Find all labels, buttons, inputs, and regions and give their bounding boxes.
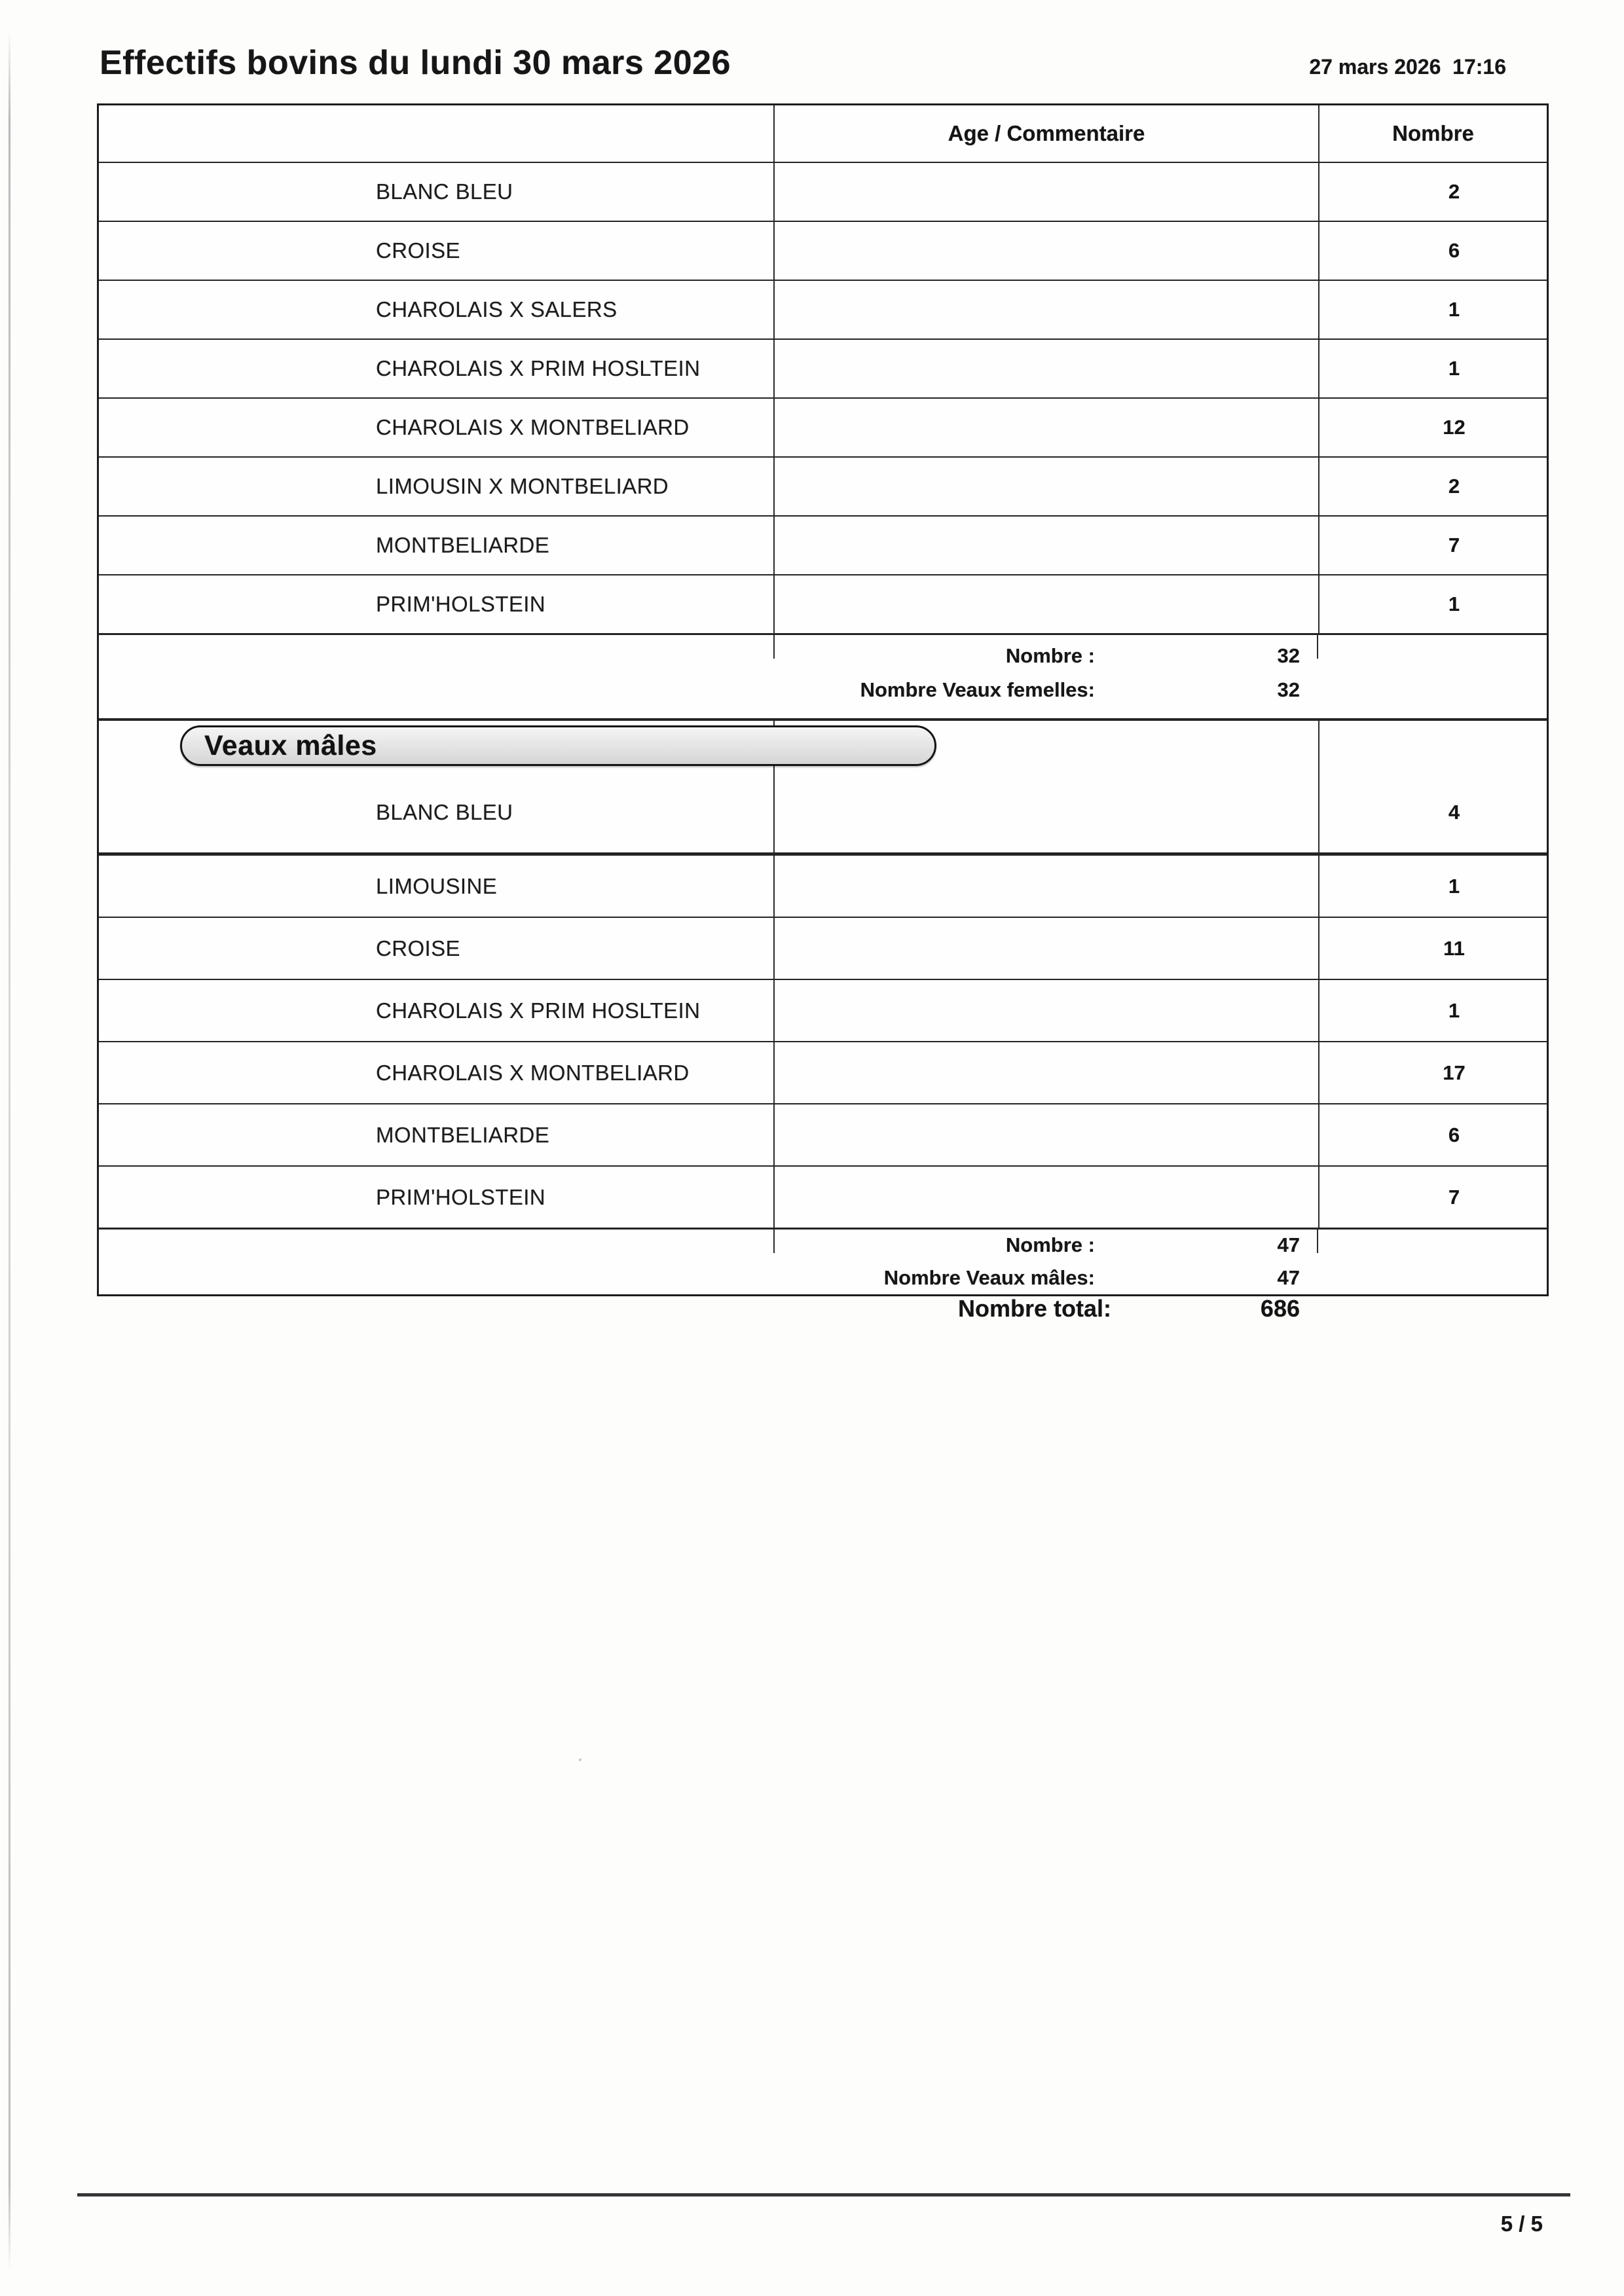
breed-cell: CHAROLAIS X PRIM HOSLTEIN [376,998,701,1023]
age-comment-cell [775,856,1320,917]
table-row [99,163,1547,222]
age-comment-cell [775,980,1320,1041]
grand-total-line [0,1295,1624,1325]
count-cell: 1 [1448,357,1460,380]
breed-cell: MONTBELIARDE [376,533,550,557]
table-row [99,1104,1547,1167]
summary-label: Nombre : [1005,644,1095,667]
header-cell-breed [99,105,775,162]
scan-speck [579,1758,581,1761]
age-comment-cell [775,281,1320,338]
age-comment-cell [775,517,1320,574]
grand-total-label: Nombre total: [958,1295,1111,1322]
breed-cell: LIMOUSIN X MONTBELIARD [376,474,669,498]
summary-value: 32 [1277,678,1300,701]
table-row [99,281,1547,340]
table-row [99,340,1547,399]
summary-label: Nombre : [1005,1233,1095,1256]
count-cell: 2 [1448,475,1460,498]
count-cell: 1 [1448,298,1460,321]
section-title: Veaux mâles [204,729,377,761]
breed-cell: CHAROLAIS X MONTBELIARD [376,1060,690,1085]
page-number: 5 / 5 [1500,2212,1543,2236]
header-cell-count [1320,105,1547,162]
breed-cell: CROISE [376,238,460,263]
summary-label: Nombre Veaux femelles: [860,678,1095,701]
summary-value: 47 [1277,1266,1300,1289]
age-comment-cell [775,918,1320,979]
count-cell: 12 [1443,416,1466,439]
table-row [99,399,1547,458]
table-row [99,517,1547,575]
breed-cell: PRIM'HOLSTEIN [376,1184,546,1209]
age-comment-cell [775,1167,1320,1228]
count-cell: 4 [1448,800,1460,824]
section-header-row [99,721,1547,772]
count-cell: 1 [1448,998,1460,1022]
age-comment-cell [775,399,1320,456]
summary-line [99,1266,1547,1294]
table-row [99,980,1547,1042]
summary-value: 47 [1277,1233,1300,1256]
count-cell: 17 [1443,1061,1466,1084]
age-comment-cell [775,222,1320,280]
breed-cell: CHAROLAIS X PRIM HOSLTEIN [376,356,701,380]
footer-rule [77,2193,1570,2196]
summary-line [99,644,1547,672]
page-title: Effectifs bovins du lundi 30 mars 2026 [100,44,731,82]
breed-cell: BLANC BLEU [376,179,513,204]
count-cell: 1 [1448,874,1460,898]
age-comment-cell [775,340,1320,397]
scan-edge-artifact [9,30,10,2272]
table-row [99,918,1547,980]
table-row [99,1042,1547,1104]
count-cell: 6 [1448,1123,1460,1146]
count-cell: 1 [1448,592,1460,615]
breed-cell: CROISE [376,936,460,960]
table-row [99,1167,1547,1230]
count-cell: 7 [1448,534,1460,556]
age-comment-cell [775,1104,1320,1165]
header-label-age-comment: Age / Commentaire [948,121,1145,145]
section-summary-femelles [99,635,1547,721]
summary-value: 32 [1277,644,1300,667]
age-comment-cell [775,575,1320,633]
count-cell: 6 [1448,239,1460,262]
breed-cell: PRIM'HOLSTEIN [376,592,546,616]
age-comment-cell [775,772,1320,852]
livestock-table [97,103,1549,1296]
header-cell-age-comment [775,105,1320,162]
breed-cell: CHAROLAIS X SALERS [376,297,618,321]
section-title-pill [180,725,936,766]
age-comment-cell [775,1042,1320,1103]
table-row [99,458,1547,517]
summary-line [99,1233,1547,1261]
table-row [99,222,1547,281]
print-datetime: 27 mars 2026 17:16 [1309,55,1506,79]
grand-total-value: 686 [1260,1295,1300,1322]
table-row [99,575,1547,635]
summary-label: Nombre Veaux mâles: [883,1266,1095,1289]
table-row [99,856,1547,918]
breed-cell: BLANC BLEU [376,799,513,824]
breed-cell: CHAROLAIS X MONTBELIARD [376,415,690,439]
age-comment-cell [775,163,1320,221]
table-row [99,772,1547,856]
count-cell: 11 [1443,936,1465,960]
summary-line [99,678,1547,706]
count-cell: 7 [1448,1185,1460,1209]
breed-cell: MONTBELIARDE [376,1122,550,1147]
section-summary-males [99,1230,1547,1294]
breed-cell: LIMOUSINE [376,873,498,898]
count-cell: 2 [1448,180,1460,203]
table-header-row [99,105,1547,163]
age-comment-cell [775,458,1320,515]
header-label-count: Nombre [1392,121,1474,145]
